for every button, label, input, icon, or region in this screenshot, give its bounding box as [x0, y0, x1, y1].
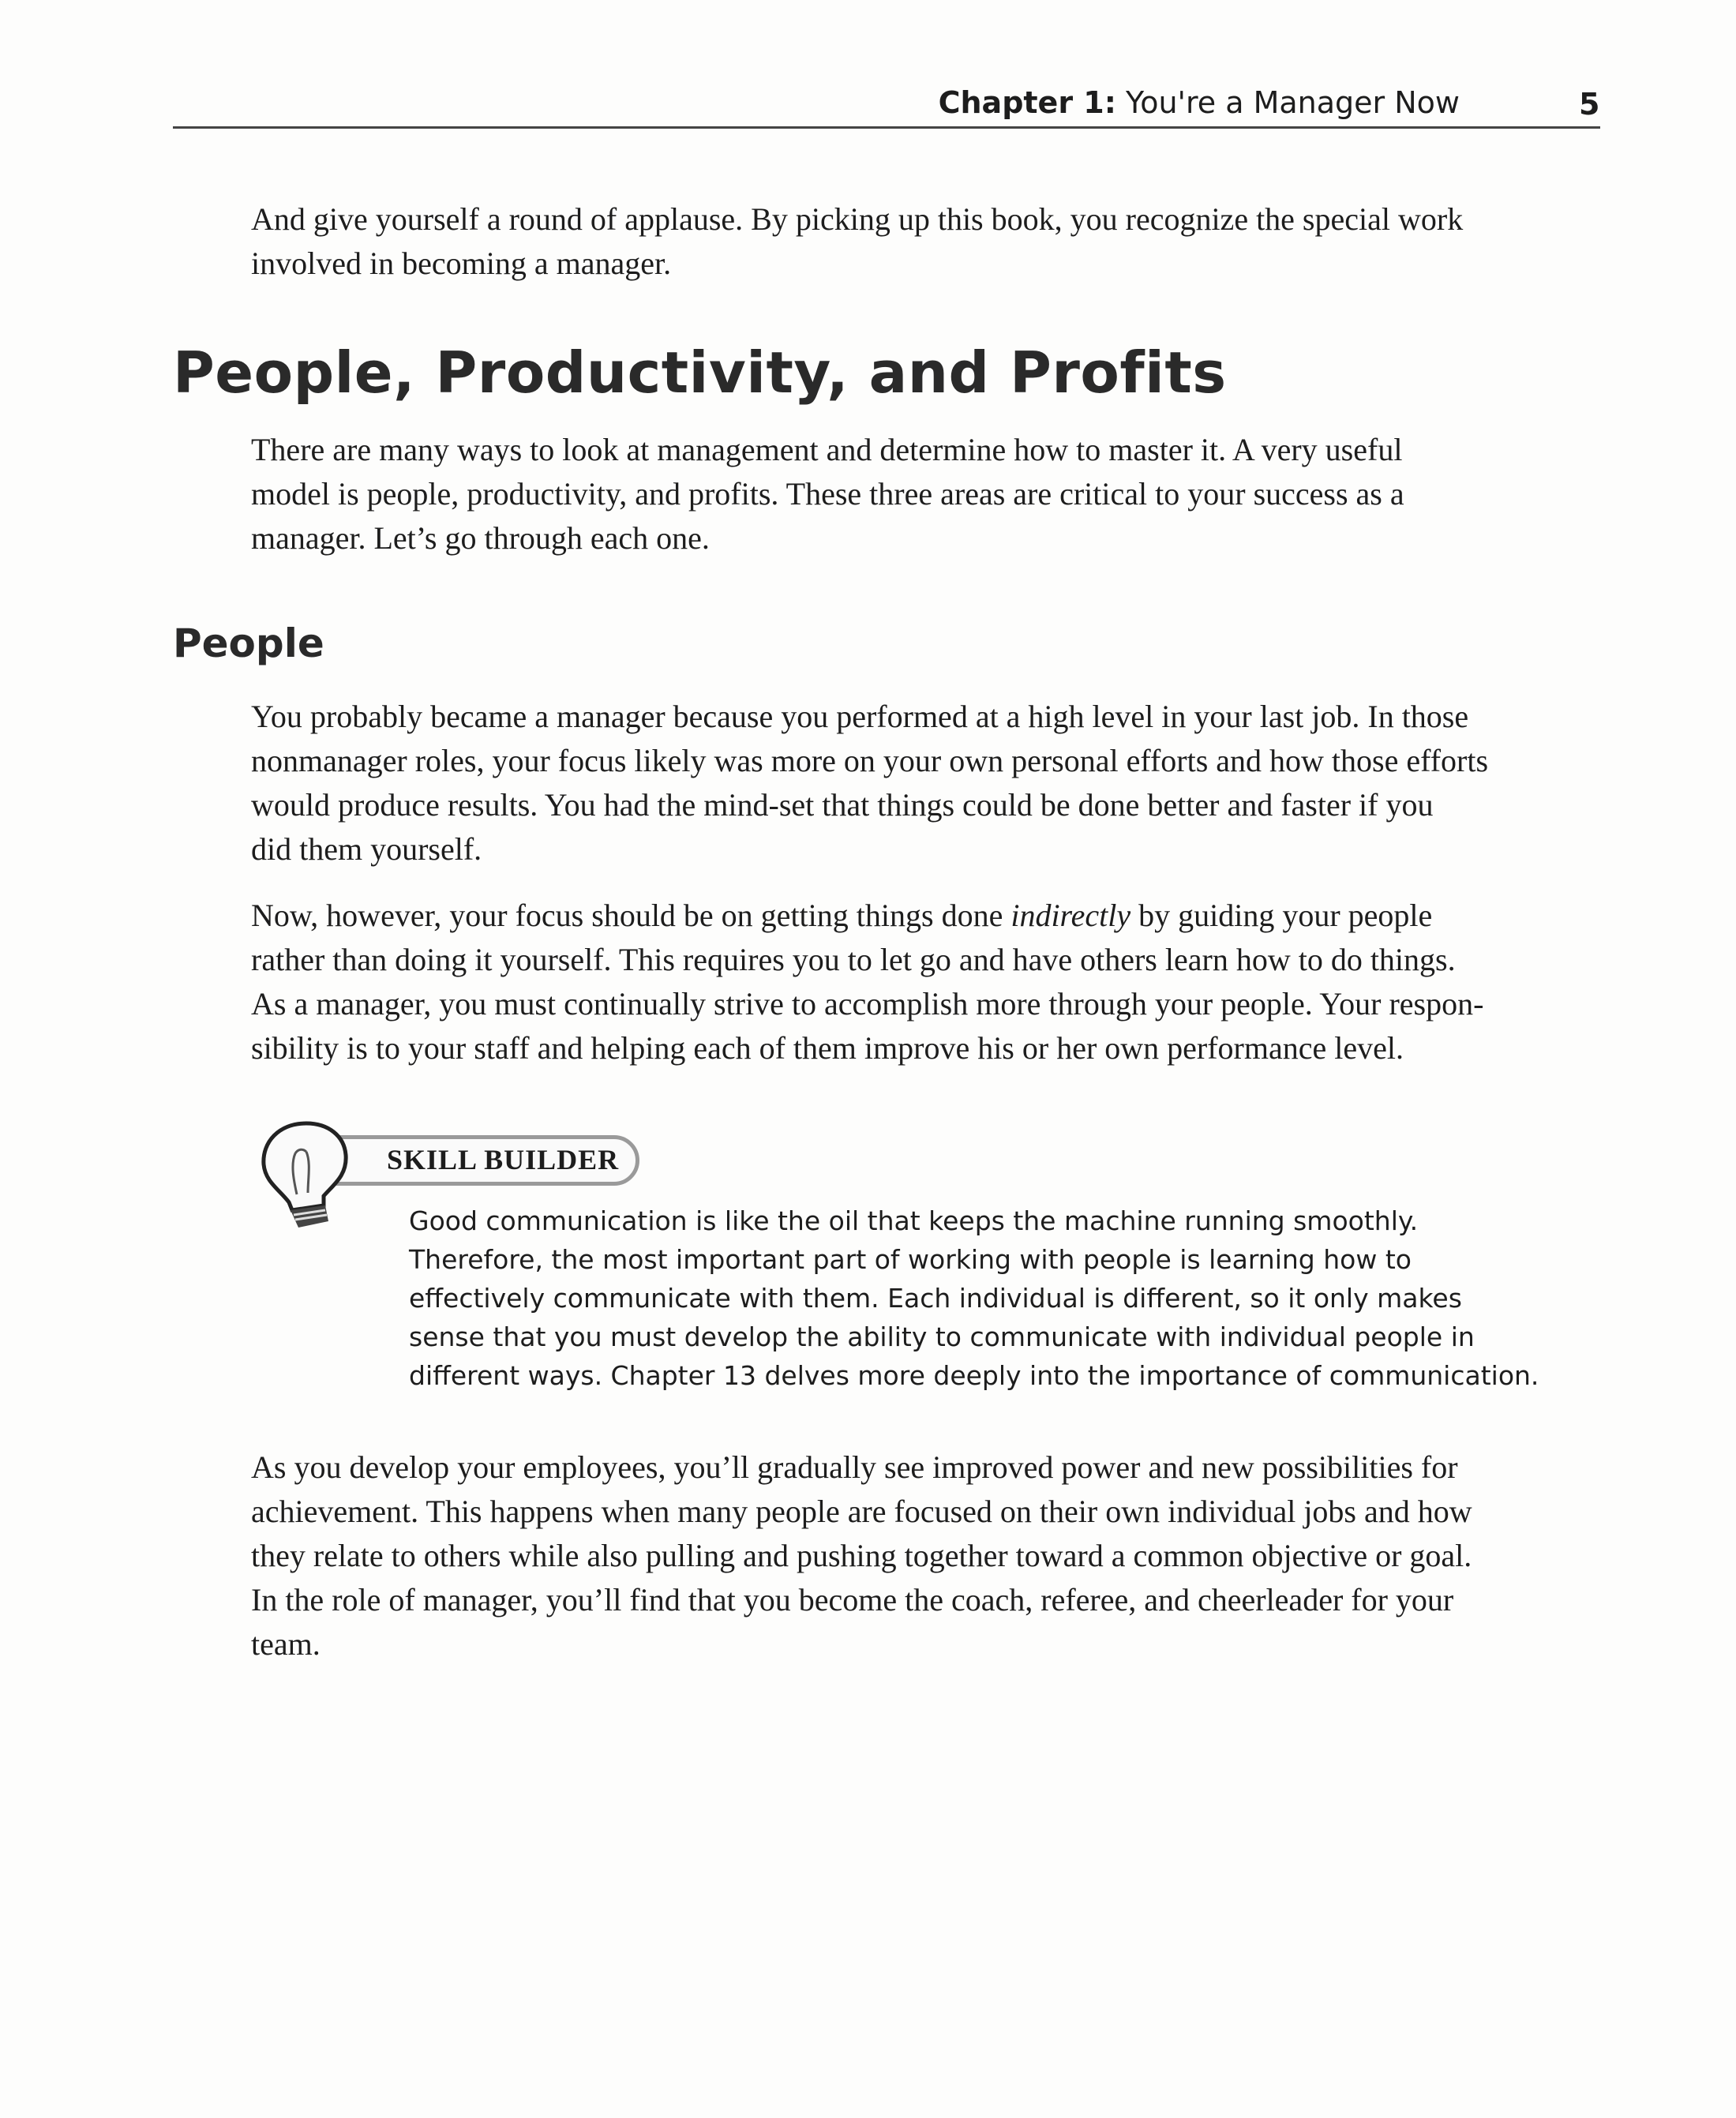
text-line: model is people, productivity, and profits. These three areas are critical to your success as a — [251, 476, 1404, 512]
text-line: involved in becoming a manager. — [251, 246, 672, 281]
header-rule — [173, 126, 1600, 129]
text-line — [251, 894, 1483, 938]
people-paragraph-1 — [251, 695, 1488, 872]
chapter-label: Chapter 1: — [938, 85, 1116, 120]
section-heading: People, Productivity, and Profits — [173, 339, 1227, 406]
text-line: And give yourself a round of applause. By picking up this book, you recognize the special work — [251, 201, 1464, 237]
text-line: they relate to others while also pulling and pushing together toward a common objective or goal. — [251, 1538, 1472, 1573]
text-run: Now, however, your focus should be on getting things done — [251, 898, 1011, 933]
text-line: In the role of manager, you’ll find that you become the coach, referee, and cheerleader for your — [251, 1582, 1454, 1618]
section-paragraph — [251, 428, 1404, 560]
closing-paragraph — [251, 1445, 1472, 1666]
text-line: Good communication is like the oil that keeps the machine running smoothly. — [409, 1205, 1419, 1236]
lightbulb-icon — [251, 1117, 362, 1235]
emphasis: indirectly — [1010, 898, 1131, 933]
text-run: by guiding your people — [1130, 898, 1433, 933]
text-line: There are many ways to look at management and determine how to master it. A very useful — [251, 432, 1403, 467]
skill-builder-label: SKILL BUILDER — [387, 1144, 620, 1175]
people-paragraph-2 — [251, 894, 1483, 1070]
text-line: You probably became a manager because you performed at a high level in your last job. In those — [251, 699, 1469, 734]
subheading-people: People — [173, 620, 324, 666]
chapter-title: You're a Manager Now — [1126, 85, 1460, 120]
skill-builder-text — [409, 1201, 1539, 1395]
text-line: As a manager, you must continually strive to accomplish more through your people. Your respon- — [251, 986, 1484, 1022]
text-line: sibility is to your staff and helping each of them improve his or her own performance level. — [251, 1030, 1404, 1066]
intro-paragraph — [251, 197, 1463, 286]
text-line: effectively communicate with them. Each individual is different, so it only makes — [409, 1283, 1462, 1314]
text-line: As you develop your employees, you’ll gradually see improved power and new possibilities for — [251, 1449, 1458, 1485]
text-line: nonmanager roles, your focus likely was more on your own personal efforts and how those efforts — [251, 743, 1489, 778]
text-line: sense that you must develop the ability to communicate with individual people in — [409, 1321, 1475, 1352]
text-line: rather than doing it yourself. This requires you to let go and have others learn how to do things. — [251, 942, 1456, 977]
running-header — [939, 85, 1460, 120]
text-line: did them yourself. — [251, 831, 482, 867]
page-number: 5 — [1579, 87, 1600, 122]
text-line: team. — [251, 1626, 321, 1662]
text-line: achievement. This happens when many people are focused on their own individual jobs and how — [251, 1494, 1472, 1529]
text-line: Therefore, the most important part of working with people is learning how to — [409, 1244, 1412, 1275]
text-line: would produce results. You had the mind-set that things could be done better and faster if you — [251, 787, 1434, 823]
text-line: different ways. Chapter 13 delves more deeply into the importance of communication. — [409, 1360, 1539, 1391]
text-line: manager. Let’s go through each one. — [251, 520, 710, 556]
